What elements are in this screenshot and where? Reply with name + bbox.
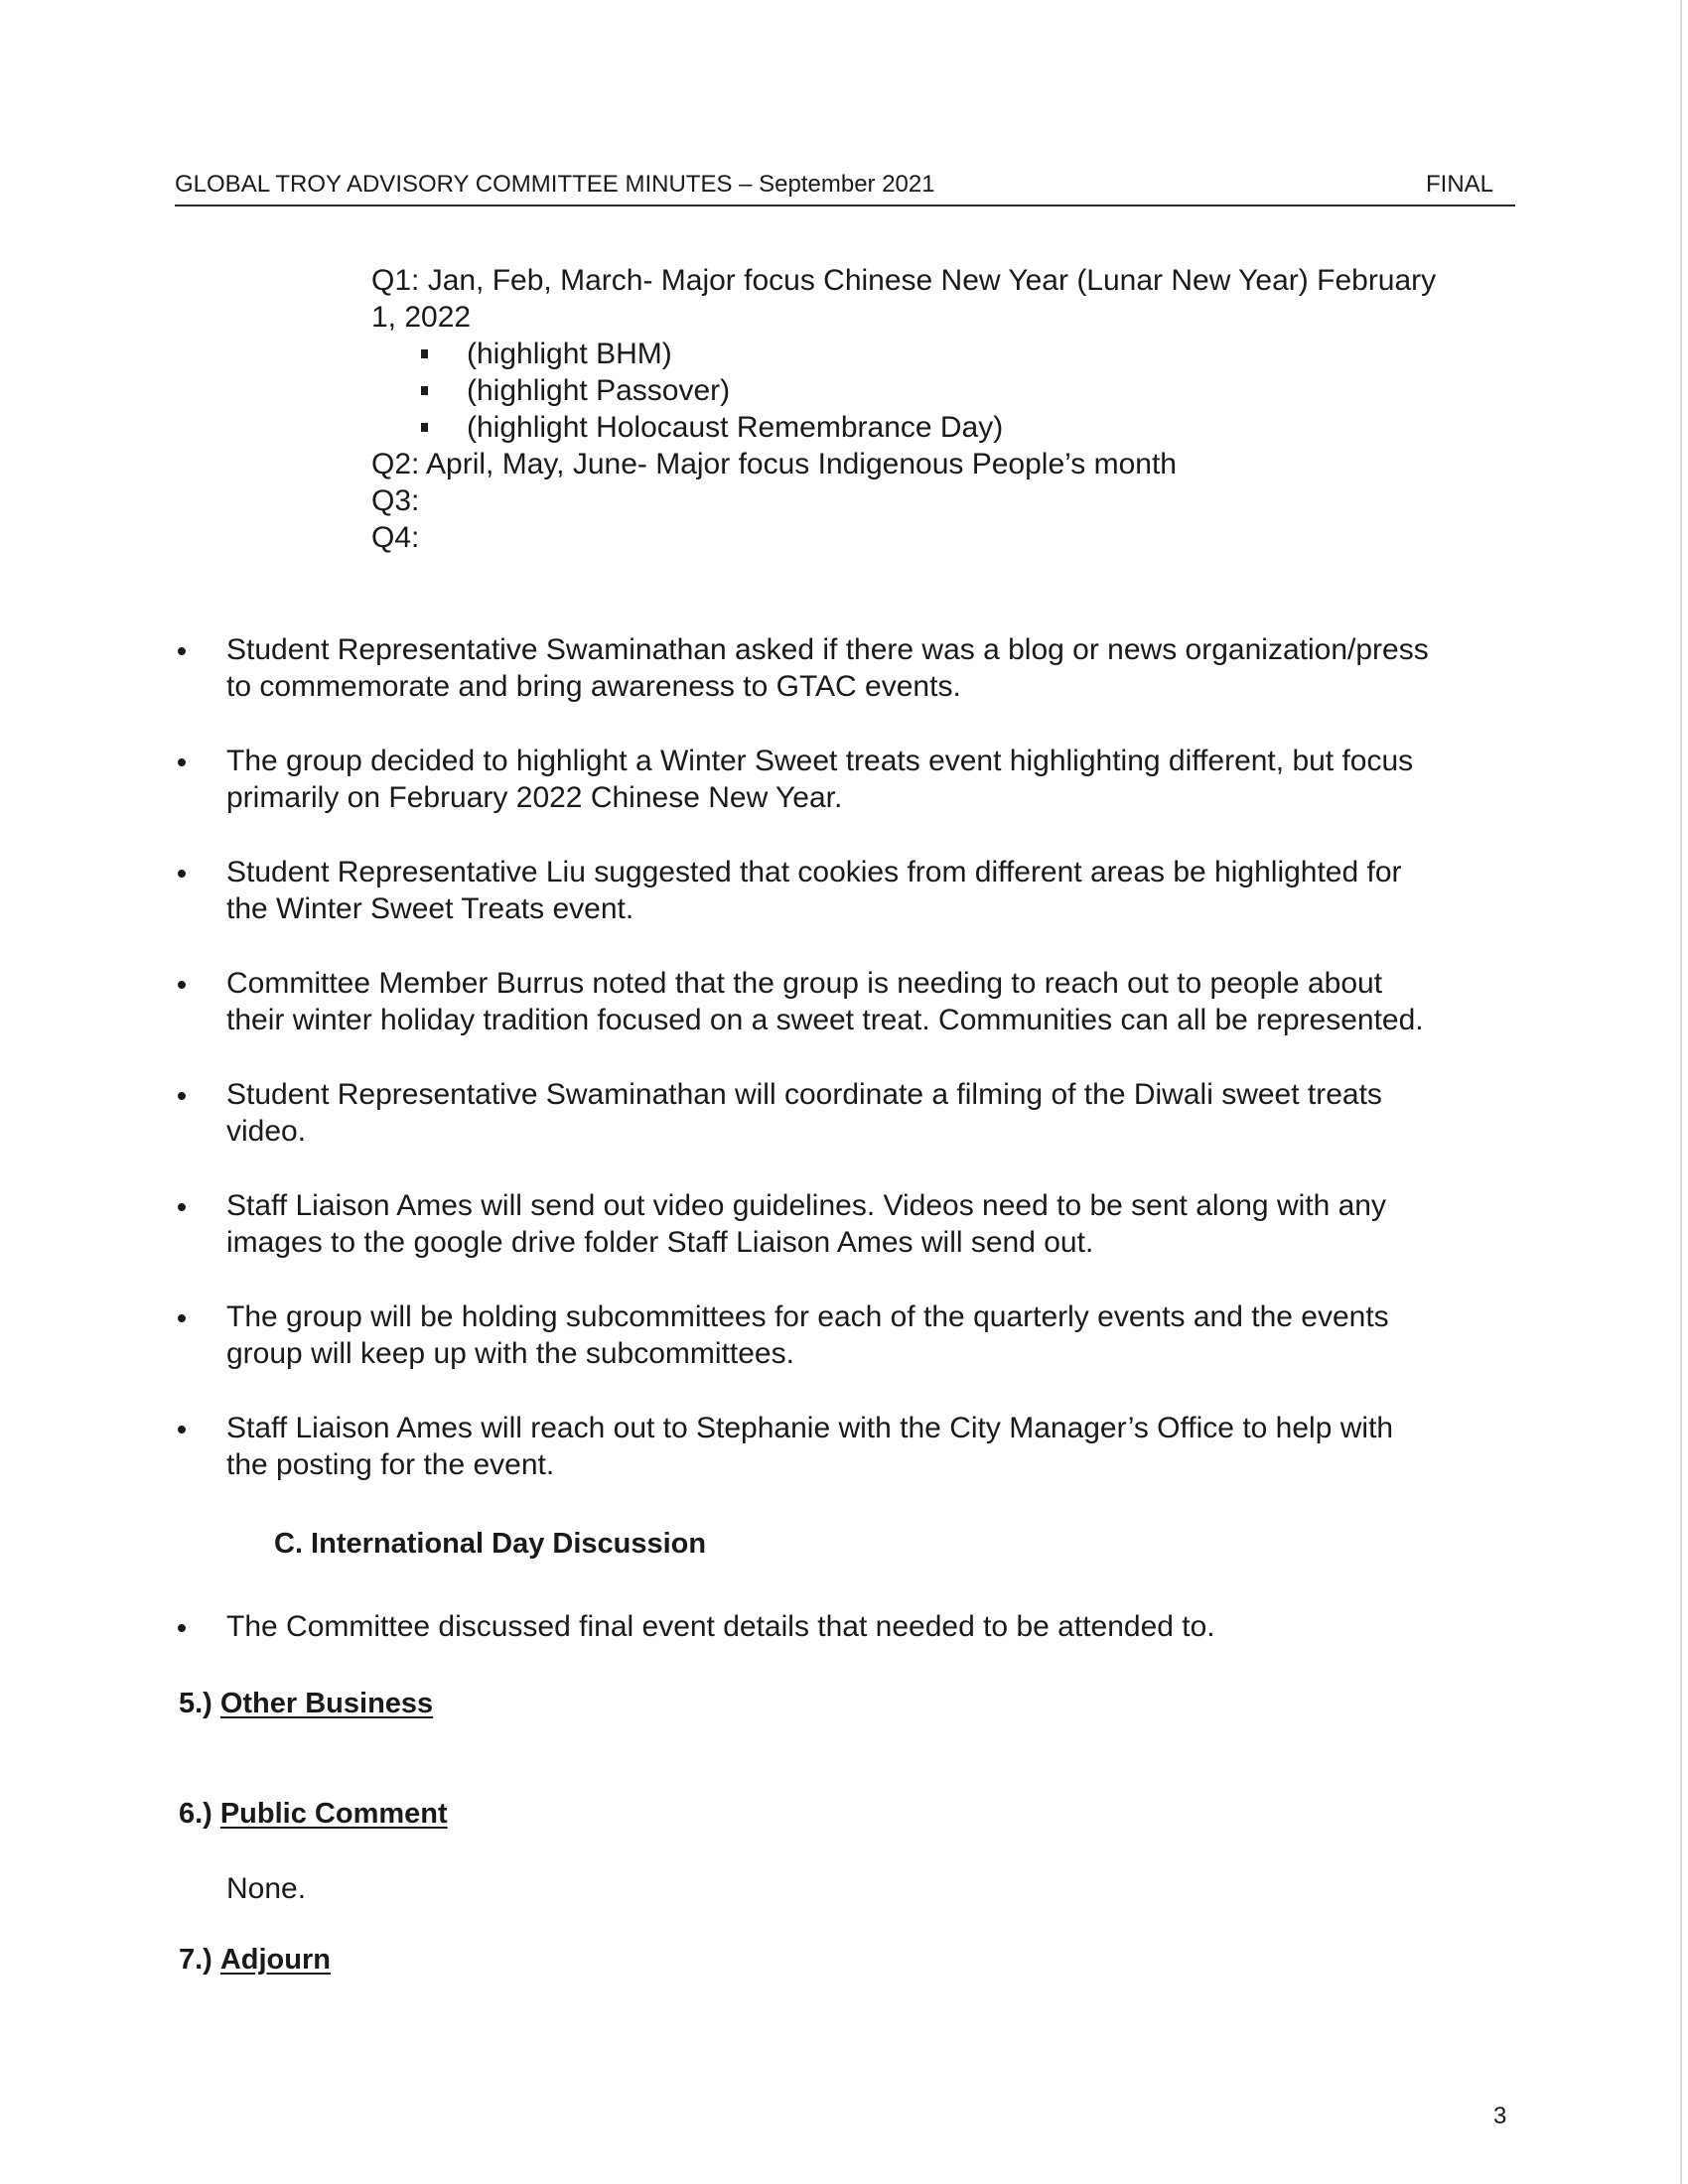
- bullet-item: [175, 1298, 1535, 1372]
- bullet-dot-icon: [178, 870, 186, 878]
- q4-line: Q4:: [371, 521, 420, 554]
- bullet-item: [175, 1608, 1535, 1645]
- bullet-line: the posting for the event.: [226, 1448, 555, 1481]
- square-bullet-icon: [421, 386, 428, 395]
- q1-highlight-item: [371, 409, 1523, 446]
- bullet-line: The group decided to highlight a Winter Sweet treats event highlighting different, but focus: [226, 745, 1414, 777]
- q1-highlight-text: (highlight Passover): [467, 374, 731, 407]
- public-comment-body: None.: [226, 1872, 307, 1905]
- section-heading-other-business: [179, 1688, 433, 1720]
- bullet-dot-icon: [178, 1624, 186, 1632]
- square-bullet-icon: [421, 349, 428, 358]
- discussion-bullet-list: [175, 631, 1535, 1521]
- bullet-item: [175, 1410, 1535, 1483]
- bullet-line: Student Representative Liu suggested that cookies from different areas be highlighted for: [226, 856, 1402, 888]
- bullet-dot-icon: [178, 1426, 186, 1433]
- international-day-bullet-list: [175, 1608, 1535, 1683]
- q3-line: Q3:: [371, 484, 420, 517]
- bullet-dot-icon: [178, 981, 186, 989]
- subsection-heading-international-day: C. International Day Discussion: [274, 1528, 707, 1560]
- section-heading-adjourn: [179, 1944, 331, 1977]
- bullet-item: [175, 1187, 1535, 1261]
- section-title: Adjourn: [219, 1944, 331, 1976]
- section-title: Other Business: [219, 1688, 434, 1719]
- section-number: 5.): [179, 1688, 212, 1719]
- page-number: 3: [1493, 2103, 1507, 2129]
- q1-highlight-item: [371, 372, 1523, 409]
- q1-highlight-list: [371, 336, 1523, 446]
- bullet-dot-icon: [178, 758, 186, 766]
- bullet-line: Staff Liaison Ames will reach out to Stephanie with the City Manager’s Office to help with: [226, 1412, 1394, 1444]
- section-number: 7.): [179, 1944, 212, 1976]
- bullet-dot-icon: [178, 647, 186, 655]
- bullet-line: primarily on February 2022 Chinese New Year.: [226, 781, 843, 814]
- bullet-line: to commemorate and bring awareness to GTAC events.: [226, 670, 961, 703]
- bullet-item: [175, 854, 1535, 927]
- bullet-line: Staff Liaison Ames will send out video guidelines. Videos need to be sent along with any: [226, 1189, 1386, 1222]
- bullet-dot-icon: [178, 1203, 186, 1211]
- bullet-line: images to the google drive folder Staff Liaison Ames will send out.: [226, 1226, 1094, 1259]
- bullet-line: video.: [226, 1115, 307, 1148]
- bullet-line: Student Representative Swaminathan will coordinate a filming of the Diwali sweet treats: [226, 1078, 1382, 1111]
- q1-line-continued: 1, 2022: [371, 301, 472, 334]
- section-title: Public Comment: [219, 1798, 448, 1830]
- bullet-item: [175, 743, 1535, 816]
- quarterly-focus-list: [371, 262, 1523, 556]
- header-title: GLOBAL TROY ADVISORY COMMITTEE MINUTES – September 2021: [175, 171, 935, 198]
- bullet-dot-icon: [178, 1092, 186, 1100]
- q1-highlight-text: (highlight Holocaust Remembrance Day): [467, 411, 1004, 444]
- section-number: 6.): [179, 1798, 212, 1830]
- section-heading-public-comment: [179, 1798, 448, 1831]
- header-status: FINAL: [1425, 171, 1493, 198]
- bullet-line: their winter holiday tradition focused on a sweet treat. Communities can all be represented.: [226, 1004, 1424, 1036]
- bullet-line: Student Representative Swaminathan asked if there was a blog or news organization/press: [226, 633, 1429, 666]
- page-header: [175, 169, 1515, 206]
- bullet-item: [175, 1076, 1535, 1150]
- bullet-line: Committee Member Burrus noted that the group is needing to reach out to people about: [226, 967, 1383, 1000]
- bullet-line: the Winter Sweet Treats event.: [226, 892, 634, 925]
- q1-highlight-item: [371, 336, 1523, 372]
- square-bullet-icon: [421, 423, 428, 432]
- page-edge-line: [1680, 0, 1682, 2184]
- bullet-item: [175, 965, 1535, 1038]
- bullet-line: The group will be holding subcommittees for each of the quarterly events and the events: [226, 1300, 1389, 1333]
- bullet-dot-icon: [178, 1314, 186, 1322]
- bullet-item: [175, 631, 1535, 705]
- bullet-line: group will keep up with the subcommittees.: [226, 1337, 794, 1370]
- q2-line: Q2: April, May, June- Major focus Indigenous People’s month: [371, 448, 1177, 480]
- bullet-line: The Committee discussed final event details that needed to be attended to.: [226, 1610, 1215, 1643]
- q1-line: Q1: Jan, Feb, March- Major focus Chinese New Year (Lunar New Year) February: [371, 264, 1437, 297]
- q1-highlight-text: (highlight BHM): [467, 338, 672, 370]
